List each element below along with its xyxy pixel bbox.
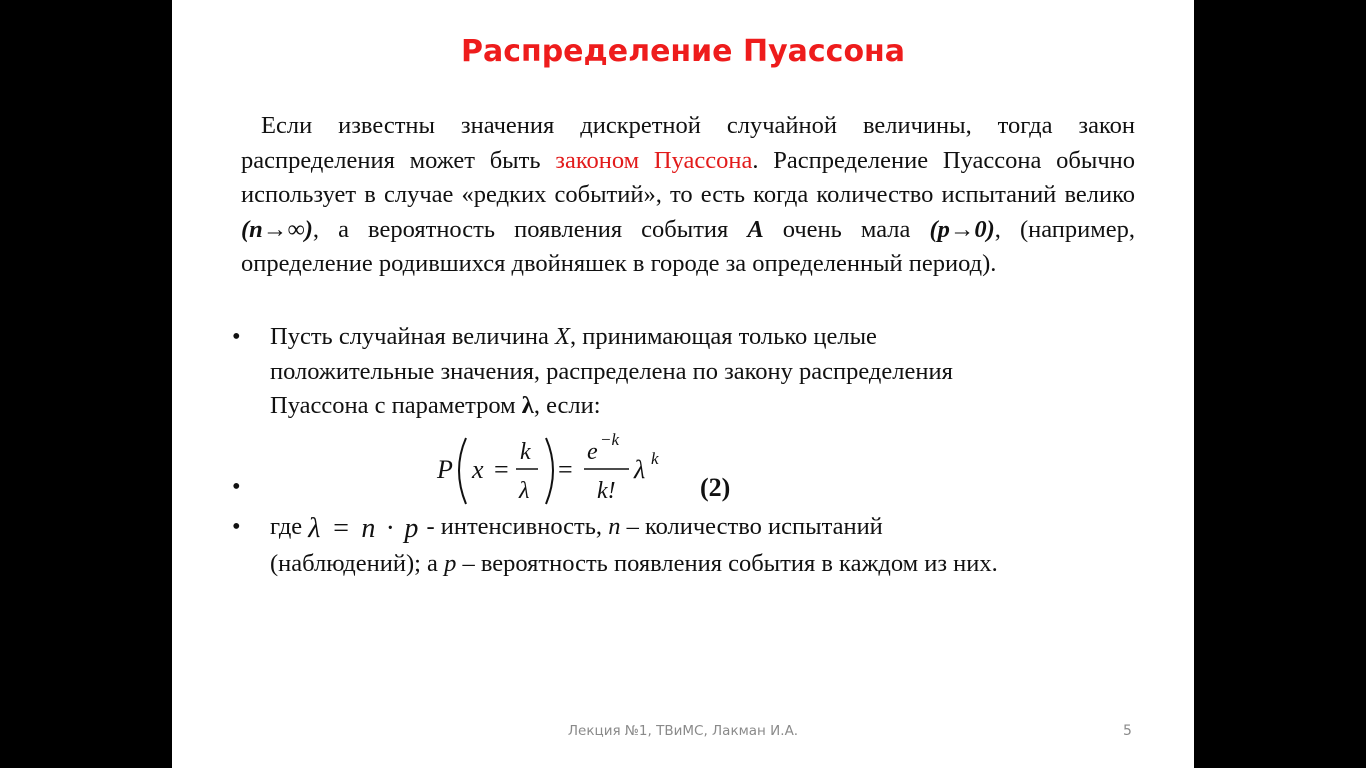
formula-eq: = [558, 455, 573, 484]
formula-pow-k: k [651, 449, 659, 468]
slide-title: Распределение Пуассона [460, 34, 906, 69]
bullet-line: – количество испытаний [620, 513, 883, 540]
page-number: 5 [1123, 723, 1132, 739]
lambda-symbol: λ [521, 392, 534, 419]
poisson-formula [432, 428, 682, 513]
bullet-line: положительные значения, распределена по закону распределения [270, 357, 953, 385]
bullet-item [232, 320, 1132, 424]
bullet-item [232, 470, 262, 504]
formula-eq: = [494, 455, 509, 484]
intro-text: . Распределение Пуассона обычно использует в случае «редких событий», то есть когда количество испытаний велико [241, 146, 1135, 208]
formula-lambda-power: λ [634, 455, 646, 484]
bullet-dot: • [232, 473, 241, 500]
left-paren [459, 438, 466, 504]
variable-p: p [444, 549, 457, 577]
variable-x: X [555, 323, 571, 350]
formula-k: k [520, 439, 531, 465]
poisson-law-highlight: законом Пуассона [555, 146, 753, 174]
bullet-line: где [270, 513, 303, 540]
equation-number: (2) [700, 473, 731, 502]
bullet-line: Пусть случайная величина [270, 323, 556, 350]
intro-text: очень мала [763, 215, 930, 243]
formula-x: x [472, 455, 484, 484]
bullet-line: Пуассона с параметром [270, 392, 522, 419]
formula-e: e [587, 439, 598, 465]
formula-neg-k: −k [600, 430, 620, 449]
bullet-line: , если: [533, 392, 601, 419]
bullet-dot: • [232, 323, 241, 350]
intro-text: , а вероятность появления события [312, 215, 748, 243]
intro-text: , (например, определение родившихся двойняшек в городе за определенный период). [241, 215, 1135, 277]
bullet-item [232, 510, 1152, 580]
condition-p: (p→0) [929, 215, 995, 243]
formula-k-factorial: k! [597, 478, 616, 504]
bullet-line: - интенсивность, [420, 513, 609, 540]
bullet-text [270, 320, 953, 424]
formula-p: P [437, 455, 453, 484]
formula-lambda: λ [519, 478, 530, 504]
intro-paragraph [241, 109, 1135, 282]
event-a: A [747, 215, 764, 243]
intro-text: Если известны значения дискретной случайной величины, тогда закон распределения может быть [241, 112, 1135, 174]
slide-footer: Лекция №1, ТВиМС, Лакман И.А. [567, 723, 799, 739]
right-paren [546, 438, 553, 504]
bullet-line: – вероятность появления события в каждом из них. [456, 549, 998, 577]
bullet-line: (наблюдений); а [270, 549, 445, 577]
condition-n: (n→∞) [241, 215, 313, 243]
slide [172, 0, 1194, 768]
intensity-formula: λ = n · p [308, 513, 421, 544]
bullet-text [270, 510, 998, 581]
bullet-dot: • [232, 513, 241, 540]
bullet-line: , принимающая только целые [570, 323, 877, 350]
variable-n: n [608, 513, 621, 540]
